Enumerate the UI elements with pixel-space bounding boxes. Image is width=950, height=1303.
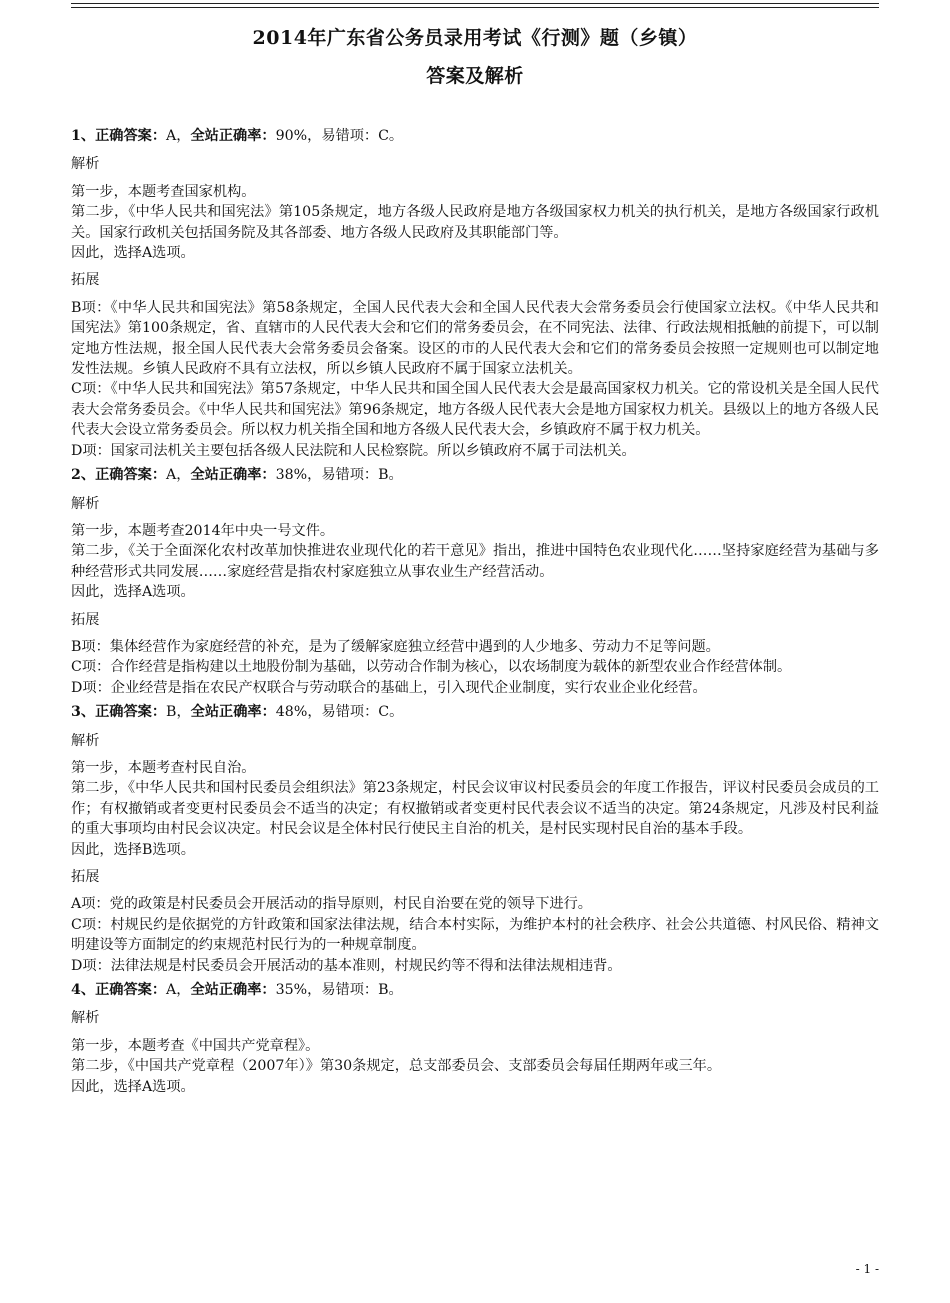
extension-item: B项：集体经营作为家庭经营的补充，是为了缓解家庭独立经营中遇到的人少地多、劳动力不足等问题。 [71, 638, 720, 655]
rate-value: 48%，易错项：C。 [275, 704, 404, 721]
answer-label: 正确答案： [95, 704, 167, 721]
document-title: 2014年广东省公务员录用考试《行测》题（乡镇） [252, 27, 698, 49]
rate-label: 全站正确率： [190, 467, 276, 484]
extension-item: C项：《中华人民共和国宪法》第57条规定，中华人民共和国全国人民代表大会是最高国家权力机关。它的常设机关是全国人民代表大会常务委员会。《中华人民共和国宪法》第96条规定，地方各级人民代表大会是地方国家权力机关。县级以上的地方各级人民代表大会设立常务委员会。所以权力机关指全国和地方各级人民代表大会，乡镇政府不属于权力机关。 [71, 381, 879, 439]
question-number: 2、 [71, 467, 96, 484]
page-number: - 1 - [855, 1262, 879, 1276]
analysis-step: 第二步，《中华人民共和国宪法》第105条规定，地方各级人民政府是地方各级国家权力机关的执行机关，是地方各级国家行政机关。国家行政机关包括国务院及其各部委、地方各级人民政府及其职能部门等。 [71, 204, 879, 241]
question-1-answer-line [71, 126, 879, 146]
question-4-answer-line [71, 980, 879, 1000]
extension-label: 拓展 [71, 611, 100, 628]
question-number: 1、 [71, 128, 96, 144]
extension-label: 拓展 [71, 272, 100, 289]
analysis-step: 第二步，《关于全面深化农村改革加快推进农业现代化的若干意见》指出，推进中国特色农业现代化……坚持家庭经营为基础与多种经营形式共同发展……家庭经营是指农村家庭独立从事农业生产经营活动。 [71, 543, 879, 580]
analysis-step: 因此，选择A选项。 [71, 245, 195, 262]
question-number: 3、 [71, 704, 96, 721]
question-3-answer-line [71, 702, 879, 722]
question-2-answer-line [71, 465, 879, 485]
rate-label: 全站正确率： [190, 128, 276, 144]
answer-value: A， [166, 467, 191, 484]
analysis-label: 解析 [71, 495, 100, 512]
extension-item: D项：法律法规是村民委员会开展活动的基本准则，村规民约等不得和法律法规相违背。 [71, 957, 622, 974]
analysis-step: 因此，选择A选项。 [71, 1078, 195, 1095]
rate-label: 全站正确率： [190, 982, 276, 999]
analysis-step: 第一步，本题考查国家机构。 [71, 183, 256, 200]
answer-value: A， [166, 128, 191, 144]
answer-value: B， [166, 704, 191, 721]
rate-value: 90%，易错项：C。 [275, 128, 404, 144]
analysis-step: 第一步，本题考查村民自治。 [71, 759, 256, 776]
extension-item: C项：村规民约是依据党的方针政策和国家法律法规，结合本村实际，为维护本村的社会秩序、社会公共道德、村风民俗、精神文明建设等方面制定的约束规范村民行为的一种规章制度。 [71, 916, 879, 954]
analysis-step: 因此，选择A选项。 [71, 584, 195, 601]
rate-label: 全站正确率： [190, 704, 276, 721]
answer-label: 正确答案： [95, 982, 167, 999]
analysis-label: 解析 [71, 156, 100, 173]
answer-label: 正确答案： [95, 467, 167, 484]
extension-item: D项：企业经营是指在农民产权联合与劳动联合的基础上，引入现代企业制度，实行农业企业化经营。 [71, 679, 707, 696]
answer-value: A， [166, 982, 191, 999]
analysis-step: 因此，选择B选项。 [71, 841, 195, 858]
answer-content [71, 122, 879, 1097]
analysis-label: 解析 [71, 1010, 100, 1027]
document-subtitle: 答案及解析 [426, 65, 524, 87]
analysis-label: 解析 [71, 732, 100, 749]
analysis-step: 第二步，《中华人民共和国村民委员会组织法》第23条规定，村民会议审议村民委员会的年度工作报告，评议村民委员会成员的工作；有权撤销或者变更村民委员会不适当的决定；有权撤销或者变更村民代表会议不适当的决定。第24条规定，凡涉及村民利益的重大事项均由村民会议决定。村民会议是全体村民行使民主自治的机关，是村民实现村民自治的基本手段。 [71, 780, 879, 838]
rate-value: 38%，易错项：B。 [275, 467, 403, 484]
extension-label: 拓展 [71, 869, 100, 885]
extension-item: A项：党的政策是村民委员会开展活动的指导原则，村民自治要在党的领导下进行。 [71, 896, 592, 913]
answer-label: 正确答案： [95, 128, 167, 144]
rate-value: 35%，易错项：B。 [275, 982, 403, 999]
extension-item: C项：合作经营是指构建以土地股份制为基础，以劳动合作制为核心，以农场制度为载体的新型农业合作经营体制。 [71, 659, 792, 676]
extension-item: D项：国家司法机关主要包括各级人民法院和人民检察院。所以乡镇政府不属于司法机关。 [71, 442, 636, 459]
extension-item: B项：《中华人民共和国宪法》第58条规定，全国人民代表大会和全国人民代表大会常务委员会行使国家立法权。《中华人民共和国宪法》第100条规定，省、直辖市的人民代表大会和它们的常务委员会，在不同宪法、法律、行政法规相抵触的前提下，可以制定地方性法规，报全国人民代表大会常务委员会备案。设区的市的人民代表大会和它们的常务委员会按照一定规则也可以制定地发性法规。乡镇人民政府不具有立法权，所以乡镇人民政府不属于国家立法机关。 [71, 299, 879, 378]
header-rule-thin [71, 7, 879, 8]
header-rule-thick [71, 3, 879, 4]
analysis-step: 第一步，本题考查2014年中央一号文件。 [71, 522, 335, 539]
analysis-step: 第一步，本题考查《中国共产党章程》。 [71, 1037, 320, 1054]
question-number: 4、 [71, 982, 96, 999]
analysis-step: 第二步，《中国共产党章程（2007年）》第30条规定，总支部委员会、支部委员会每届任期两年或三年。 [71, 1058, 722, 1075]
